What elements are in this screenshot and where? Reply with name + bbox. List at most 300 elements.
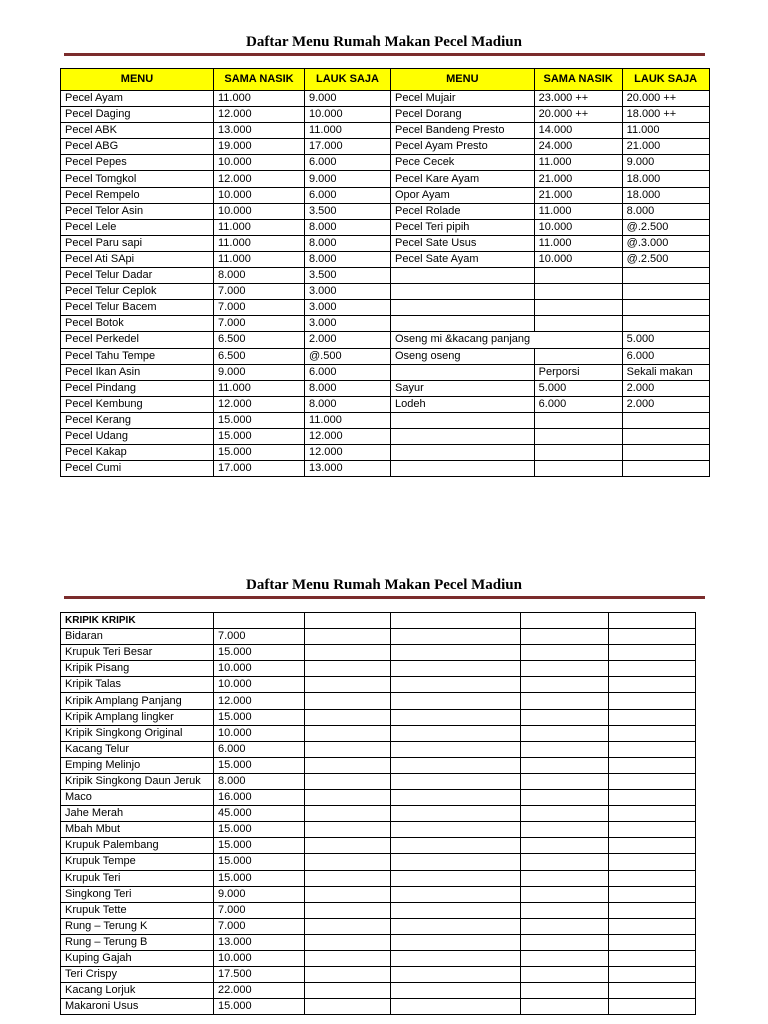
- table-row: [61, 757, 696, 773]
- snack-item-name: Kripik Amplang lingker: [61, 709, 214, 725]
- snack-price: 8.000: [214, 773, 305, 789]
- menu-item-name: Pecel Lele: [61, 219, 214, 235]
- empty-cell: [521, 790, 609, 806]
- menu-item-name: Pecel Ayam: [61, 91, 214, 107]
- empty-cell: [391, 934, 521, 950]
- price-with-rice: 11.000: [214, 219, 305, 235]
- table-row: [61, 806, 696, 822]
- price-with-rice: [534, 268, 622, 284]
- price-with-rice: 12.000: [214, 107, 305, 123]
- price-with-rice: 10.000: [214, 187, 305, 203]
- price-with-rice: 11.000: [214, 235, 305, 251]
- price-with-rice: 11.000: [214, 91, 305, 107]
- table-row: [61, 822, 696, 838]
- page-title: Daftar Menu Rumah Makan Pecel Madiun: [246, 577, 522, 593]
- table-row: [61, 854, 696, 870]
- price-side-only: 17.000: [305, 139, 391, 155]
- price-side-only: [622, 268, 709, 284]
- price-side-only: 20.000 ++: [622, 91, 709, 107]
- snack-item-name: Bidaran: [61, 629, 214, 645]
- empty-cell: [609, 773, 696, 789]
- price-with-rice: 7.000: [214, 316, 305, 332]
- price-with-rice: Perporsi: [534, 364, 622, 380]
- empty-cell: [305, 983, 391, 999]
- empty-cell: [521, 886, 609, 902]
- price-side-only: 6.000: [622, 348, 709, 364]
- empty-cell: [609, 693, 696, 709]
- empty-cell: [391, 870, 521, 886]
- menu-item-name: [391, 364, 535, 380]
- price-side-only: 2.000: [622, 380, 709, 396]
- snack-item-name: Krupuk Teri Besar: [61, 645, 214, 661]
- empty-cell: [391, 741, 521, 757]
- menu-item-name: Pecel Pindang: [61, 380, 214, 396]
- price-side-only: 8.000: [622, 203, 709, 219]
- table-row: [61, 107, 710, 123]
- price-with-rice: 13.000: [214, 123, 305, 139]
- price-with-rice: 11.000: [534, 235, 622, 251]
- menu-item-name: Pecel ABK: [61, 123, 214, 139]
- empty-cell: [609, 725, 696, 741]
- snack-item-name: Emping Melinjo: [61, 757, 214, 773]
- empty-cell: [391, 886, 521, 902]
- price-side-only: 8.000: [305, 235, 391, 251]
- empty-cell: [391, 838, 521, 854]
- empty-cell: [391, 629, 521, 645]
- empty-cell: [609, 677, 696, 693]
- table-row: [61, 677, 696, 693]
- snack-price: 10.000: [214, 661, 305, 677]
- snack-item-name: Rung – Terung K: [61, 918, 214, 934]
- table-row: [61, 235, 710, 251]
- empty-cell: [305, 999, 391, 1015]
- snack-price: 17.500: [214, 967, 305, 983]
- menu-item-name: Pecel Telur Ceplok: [61, 284, 214, 300]
- price-side-only: [622, 300, 709, 316]
- price-with-rice: 11.000: [214, 251, 305, 267]
- menu-item-name: Pecel Kerang: [61, 412, 214, 428]
- price-with-rice: 6.000: [534, 396, 622, 412]
- price-side-only: 9.000: [305, 91, 391, 107]
- menu-item-name: [391, 428, 535, 444]
- empty-cell: [305, 790, 391, 806]
- snack-item-name: Kripik Talas: [61, 677, 214, 693]
- table-row: [61, 251, 710, 267]
- snack-price: 45.000: [214, 806, 305, 822]
- title-divider: [64, 596, 705, 599]
- snack-item-name: Kripik Pisang: [61, 661, 214, 677]
- snack-price: 15.000: [214, 999, 305, 1015]
- price-side-only: 3.000: [305, 316, 391, 332]
- price-side-only: 9.000: [305, 171, 391, 187]
- table-row: [61, 364, 710, 380]
- menu-item-name: Pecel Kare Ayam: [391, 171, 535, 187]
- empty-cell: [521, 677, 609, 693]
- price-side-only: @.3.000: [622, 235, 709, 251]
- empty-cell: [305, 773, 391, 789]
- price-with-rice: 23.000 ++: [534, 91, 622, 107]
- snack-price: 16.000: [214, 790, 305, 806]
- snack-item-name: Kacang Telur: [61, 741, 214, 757]
- empty-cell: [305, 854, 391, 870]
- price-with-rice: 20.000 ++: [534, 107, 622, 123]
- empty-cell: [521, 613, 609, 629]
- menu-item-name: Lodeh: [391, 396, 535, 412]
- menu-item-name: Pecel Rolade: [391, 203, 535, 219]
- table-row: [61, 870, 696, 886]
- price-with-rice: 19.000: [214, 139, 305, 155]
- menu-item-name: Pecel Tahu Tempe: [61, 348, 214, 364]
- empty-cell: [609, 967, 696, 983]
- empty-cell: [391, 677, 521, 693]
- empty-cell: [609, 918, 696, 934]
- price-side-only: 11.000: [305, 412, 391, 428]
- price-side-only: 3.000: [305, 300, 391, 316]
- empty-cell: [305, 902, 391, 918]
- table-row: [61, 838, 696, 854]
- snack-price: 15.000: [214, 838, 305, 854]
- menu-item-name: [391, 300, 535, 316]
- empty-cell: [609, 757, 696, 773]
- menu-item-name: [391, 445, 535, 461]
- menu-table: [60, 68, 710, 477]
- price-side-only: 18.000: [622, 171, 709, 187]
- empty-cell: [609, 838, 696, 854]
- empty-cell: [521, 693, 609, 709]
- menu-item-name: Pecel Kakap: [61, 445, 214, 461]
- empty-cell: [609, 950, 696, 966]
- snack-price: 10.000: [214, 950, 305, 966]
- price-with-rice: 6.500: [214, 348, 305, 364]
- table-row: [61, 790, 696, 806]
- table-row: [61, 902, 696, 918]
- table-row: [61, 725, 696, 741]
- price-side-only: [622, 461, 709, 477]
- snack-price: 7.000: [214, 918, 305, 934]
- price-with-rice: 10.000: [534, 219, 622, 235]
- price-side-only: 5.000: [622, 332, 709, 348]
- empty-cell: [391, 822, 521, 838]
- snack-item-name: Makaroni Usus: [61, 999, 214, 1015]
- snack-item-name: Kuping Gajah: [61, 950, 214, 966]
- kripik-table: [60, 612, 696, 1015]
- table-row: [61, 741, 696, 757]
- table-row: [61, 773, 696, 789]
- price-with-rice: 10.000: [214, 203, 305, 219]
- empty-cell: [391, 773, 521, 789]
- snack-price: 15.000: [214, 709, 305, 725]
- menu-item-name: Pecel Kembung: [61, 396, 214, 412]
- empty-cell: [521, 757, 609, 773]
- snack-item-name: Rung – Terung B: [61, 934, 214, 950]
- menu-item-name: Pecel ABG: [61, 139, 214, 155]
- price-side-only: 6.000: [305, 155, 391, 171]
- menu-item-name: Oseng mi &kacang panjang: [391, 332, 535, 348]
- table-row: [61, 203, 710, 219]
- price-side-only: 12.000: [305, 428, 391, 444]
- price-side-only: 10.000: [305, 107, 391, 123]
- price-with-rice: 21.000: [534, 171, 622, 187]
- empty-cell: [521, 918, 609, 934]
- price-with-rice: [534, 428, 622, 444]
- price-side-only: 11.000: [622, 123, 709, 139]
- snack-item-name: Krupuk Teri: [61, 870, 214, 886]
- menu-table-header: [61, 69, 710, 91]
- empty-cell: [305, 613, 391, 629]
- price-side-only: 3.000: [305, 284, 391, 300]
- table-row: [61, 316, 710, 332]
- empty-cell: [521, 854, 609, 870]
- menu-item-name: Pecel Telur Dadar: [61, 268, 214, 284]
- table-row: [61, 967, 696, 983]
- table-row: [61, 348, 710, 364]
- table-row: [61, 139, 710, 155]
- price-side-only: 8.000: [305, 396, 391, 412]
- empty-cell: [391, 790, 521, 806]
- empty-cell: [521, 806, 609, 822]
- table-row: [61, 918, 696, 934]
- empty-cell: [214, 613, 305, 629]
- empty-cell: [609, 854, 696, 870]
- table-row: [61, 187, 710, 203]
- price-with-rice: 12.000: [214, 396, 305, 412]
- empty-cell: [305, 645, 391, 661]
- table-row: [61, 123, 710, 139]
- menu-item-name: Pecel Tomgkol: [61, 171, 214, 187]
- table-row: [61, 332, 710, 348]
- col-header-sama-nasik: SAMA NASIK: [534, 69, 622, 91]
- empty-cell: [609, 999, 696, 1015]
- empty-cell: [609, 806, 696, 822]
- snack-item-name: Singkong Teri: [61, 886, 214, 902]
- price-side-only: [622, 428, 709, 444]
- menu-item-name: [391, 284, 535, 300]
- menu-item-name: Sayur: [391, 380, 535, 396]
- price-with-rice: [534, 316, 622, 332]
- empty-cell: [305, 967, 391, 983]
- snack-price: 6.000: [214, 741, 305, 757]
- menu-item-name: Pecel Dorang: [391, 107, 535, 123]
- empty-cell: [521, 741, 609, 757]
- empty-cell: [609, 983, 696, 999]
- price-with-rice: 11.000: [534, 203, 622, 219]
- price-with-rice: [534, 332, 622, 348]
- empty-cell: [391, 902, 521, 918]
- empty-cell: [391, 950, 521, 966]
- price-with-rice: 9.000: [214, 364, 305, 380]
- empty-cell: [305, 838, 391, 854]
- menu-item-name: Pecel Ikan Asin: [61, 364, 214, 380]
- menu-item-name: Opor Ayam: [391, 187, 535, 203]
- snack-item-name: Maco: [61, 790, 214, 806]
- empty-cell: [609, 741, 696, 757]
- page-title: Daftar Menu Rumah Makan Pecel Madiun: [246, 34, 522, 50]
- snack-price: 7.000: [214, 902, 305, 918]
- snack-price: 15.000: [214, 757, 305, 773]
- menu-item-name: Pecel Cumi: [61, 461, 214, 477]
- snack-price: 10.000: [214, 725, 305, 741]
- empty-cell: [391, 967, 521, 983]
- snack-item-name: Jahe Merah: [61, 806, 214, 822]
- price-side-only: 9.000: [622, 155, 709, 171]
- empty-cell: [305, 806, 391, 822]
- empty-cell: [521, 934, 609, 950]
- empty-cell: [391, 645, 521, 661]
- menu-item-name: [391, 268, 535, 284]
- table-row: [61, 886, 696, 902]
- table-row: [61, 693, 696, 709]
- empty-cell: [305, 934, 391, 950]
- price-side-only: Sekali makan: [622, 364, 709, 380]
- menu-item-name: Oseng oseng: [391, 348, 535, 364]
- snack-price: 15.000: [214, 822, 305, 838]
- menu-item-name: [391, 316, 535, 332]
- price-with-rice: 7.000: [214, 284, 305, 300]
- price-side-only: 8.000: [305, 219, 391, 235]
- snack-price: 13.000: [214, 934, 305, 950]
- snack-price: 9.000: [214, 886, 305, 902]
- col-header-lauk-saja: LAUK SAJA: [305, 69, 391, 91]
- menu-item-name: [391, 461, 535, 477]
- empty-cell: [609, 902, 696, 918]
- empty-cell: [391, 983, 521, 999]
- empty-cell: [305, 918, 391, 934]
- price-side-only: [622, 316, 709, 332]
- empty-cell: [391, 999, 521, 1015]
- title-divider: [64, 53, 705, 56]
- col-header-menu: MENU: [391, 69, 535, 91]
- menu-item-name: Pecel Sate Ayam: [391, 251, 535, 267]
- price-with-rice: 11.000: [534, 155, 622, 171]
- table-row: [61, 709, 696, 725]
- price-with-rice: 11.000: [214, 380, 305, 396]
- empty-cell: [521, 709, 609, 725]
- table-row: [61, 396, 710, 412]
- empty-cell: [521, 870, 609, 886]
- empty-cell: [609, 870, 696, 886]
- empty-cell: [305, 709, 391, 725]
- price-with-rice: 10.000: [214, 155, 305, 171]
- empty-cell: [609, 613, 696, 629]
- empty-cell: [391, 693, 521, 709]
- snack-price: 15.000: [214, 645, 305, 661]
- snack-item-name: Kripik Amplang Panjang: [61, 693, 214, 709]
- price-with-rice: 15.000: [214, 445, 305, 461]
- empty-cell: [391, 613, 521, 629]
- col-header-lauk-saja: LAUK SAJA: [622, 69, 709, 91]
- price-with-rice: 12.000: [214, 171, 305, 187]
- table-row: [61, 983, 696, 999]
- price-side-only: 8.000: [305, 380, 391, 396]
- table-row: [61, 661, 696, 677]
- price-with-rice: 5.000: [534, 380, 622, 396]
- snack-item-name: Teri Crispy: [61, 967, 214, 983]
- empty-cell: [609, 645, 696, 661]
- menu-item-name: Pece Cecek: [391, 155, 535, 171]
- table-row: [61, 428, 710, 444]
- empty-cell: [305, 870, 391, 886]
- empty-cell: [609, 709, 696, 725]
- menu-item-name: Pecel Daging: [61, 107, 214, 123]
- table-row: [61, 300, 710, 316]
- menu-item-name: Pecel Udang: [61, 428, 214, 444]
- price-with-rice: 7.000: [214, 300, 305, 316]
- price-side-only: 6.000: [305, 364, 391, 380]
- empty-cell: [305, 661, 391, 677]
- empty-cell: [305, 822, 391, 838]
- price-side-only: [622, 445, 709, 461]
- price-side-only: @.500: [305, 348, 391, 364]
- menu-item-name: [391, 412, 535, 428]
- price-with-rice: 6.500: [214, 332, 305, 348]
- empty-cell: [521, 773, 609, 789]
- table-row: [61, 284, 710, 300]
- empty-cell: [609, 790, 696, 806]
- section-header: KRIPIK KRIPIK: [61, 613, 214, 629]
- snack-item-name: Mbah Mbut: [61, 822, 214, 838]
- empty-cell: [521, 822, 609, 838]
- price-with-rice: 17.000: [214, 461, 305, 477]
- price-with-rice: 15.000: [214, 412, 305, 428]
- table-row: [61, 171, 710, 187]
- menu-item-name: Pecel Ayam Presto: [391, 139, 535, 155]
- menu-item-name: Pecel Telur Bacem: [61, 300, 214, 316]
- snack-item-name: Krupuk Tempe: [61, 854, 214, 870]
- empty-cell: [391, 661, 521, 677]
- price-with-rice: [534, 300, 622, 316]
- price-side-only: @.2.500: [622, 219, 709, 235]
- empty-cell: [521, 645, 609, 661]
- empty-cell: [521, 629, 609, 645]
- price-side-only: 11.000: [305, 123, 391, 139]
- empty-cell: [391, 918, 521, 934]
- price-side-only: 2.000: [305, 332, 391, 348]
- snack-item-name: Kripik Singkong Daun Jeruk: [61, 773, 214, 789]
- menu-item-name: Pecel Telor Asin: [61, 203, 214, 219]
- table-row: [61, 380, 710, 396]
- snack-price: 12.000: [214, 693, 305, 709]
- snack-item-name: Krupuk Palembang: [61, 838, 214, 854]
- menu-item-name: Pecel Mujair: [391, 91, 535, 107]
- table-row: [61, 645, 696, 661]
- empty-cell: [521, 967, 609, 983]
- price-side-only: 2.000: [622, 396, 709, 412]
- snack-item-name: Kripik Singkong Original: [61, 725, 214, 741]
- price-side-only: 12.000: [305, 445, 391, 461]
- price-side-only: 6.000: [305, 187, 391, 203]
- empty-cell: [305, 693, 391, 709]
- menu-item-name: Pecel Bandeng Presto: [391, 123, 535, 139]
- price-with-rice: 15.000: [214, 428, 305, 444]
- price-with-rice: 8.000: [214, 268, 305, 284]
- table-row: [61, 268, 710, 284]
- empty-cell: [609, 886, 696, 902]
- snack-item-name: Kacang Lorjuk: [61, 983, 214, 999]
- col-header-sama-nasik: SAMA NASIK: [214, 69, 305, 91]
- empty-cell: [609, 629, 696, 645]
- empty-cell: [609, 934, 696, 950]
- price-with-rice: 24.000: [534, 139, 622, 155]
- price-side-only: [622, 284, 709, 300]
- menu-item-name: Pecel Paru sapi: [61, 235, 214, 251]
- empty-cell: [391, 806, 521, 822]
- price-side-only: @.2.500: [622, 251, 709, 267]
- price-with-rice: [534, 461, 622, 477]
- table-row: [61, 219, 710, 235]
- empty-cell: [305, 950, 391, 966]
- menu-item-name: Pecel Teri pipih: [391, 219, 535, 235]
- table-row: [61, 934, 696, 950]
